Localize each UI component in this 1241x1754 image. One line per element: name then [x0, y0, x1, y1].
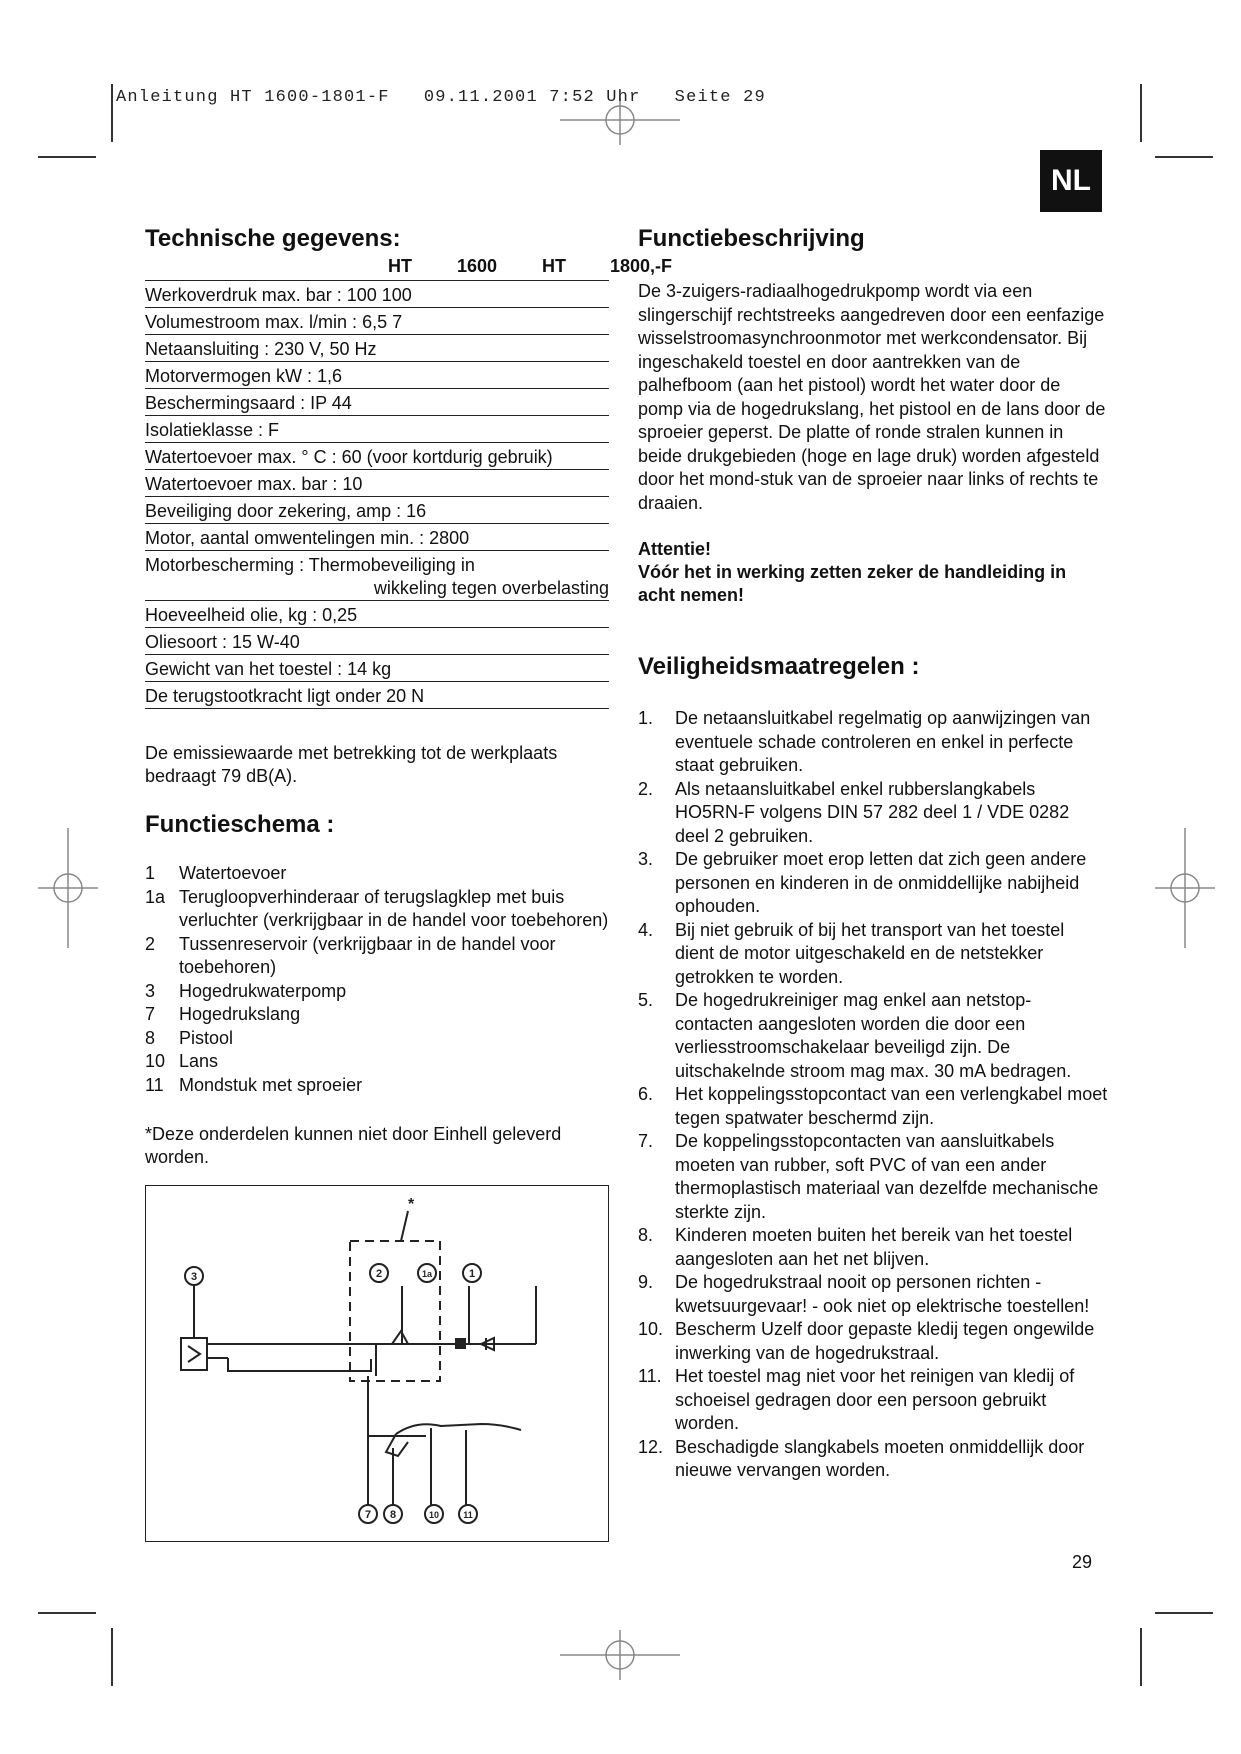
crop-mark: [1140, 1628, 1142, 1686]
crop-mark: [38, 156, 96, 158]
model-label-c: HT: [542, 256, 566, 276]
list-item: 3 Hogedrukwaterpomp: [145, 980, 347, 1001]
list-item: 8. Kinderen moeten buiten het bereik van het toestel aangesloten aan het net blijven.: [638, 1225, 1073, 1269]
diagram-label-8: 8: [389, 1509, 397, 1521]
spec-row: Isolatieklasse : F: [145, 416, 609, 443]
spec-row: Netaansluiting : 230 V, 50 Hz: [145, 335, 609, 362]
safety-list: [638, 707, 1108, 1483]
safety-title: Veiligheidsmaatregelen :: [638, 653, 920, 680]
list-item: 11. Het toestel mag niet voor het reinigen van kledij of schoeisel gedragen door een persoon gebruikt worden.: [638, 1366, 1075, 1433]
schema-list: [145, 862, 609, 1097]
spec-row: Werkoverdruk max. bar : 100 100: [145, 281, 609, 308]
attention-text: Vóór het in werking zetten zeker de handleiding in acht nemen!: [638, 562, 1067, 605]
model-label-a: HT: [388, 256, 412, 276]
spec-row: Beveiliging door zekering, amp : 16: [145, 497, 609, 524]
crop-mark: [38, 1612, 96, 1614]
list-item: 12. Beschadigde slangkabels moeten onmiddellijk door nieuwe vervangen worden.: [638, 1436, 1085, 1480]
language-badge: NL: [1040, 150, 1102, 212]
list-item: 7. De koppelingsstopcontacten van aansluitkabels moeten van rubber, soft PVC of van een ander thermoplastisch materiaal van dezelfde mechanische sterkte zijn.: [638, 1131, 1099, 1222]
schema-title: Functieschema :: [145, 811, 335, 838]
list-item: 5. De hogedrukreiniger mag enkel aan netstop-contacten aangesloten worden die door een verliesstroomschakelaar beveiligd zijn. De uitschakelnde stroom mag max. 30 mA bedragen.: [638, 990, 1072, 1081]
page-number: 29: [1072, 1552, 1093, 1572]
emission-note: De emissiewaarde met betrekking tot de werkplaats bedraagt 79 dB(A).: [145, 743, 558, 786]
schema-footnote: *Deze onderdelen kunnen niet door Einhell geleverd worden.: [145, 1124, 562, 1167]
registration-mark-bottom: [560, 1630, 680, 1680]
list-item: 1a Terugloopverhinderaar of terugslagklep met buis verluchter (verkrijgbaar in de handel voor toebehoren): [145, 886, 609, 930]
list-item: 1. De netaansluitkabel regelmatig op aanwijzingen van eventuele schade controleren en enkel in perfecte staat gebruiken.: [638, 708, 1091, 775]
gun-handle: [386, 1434, 408, 1456]
spec-row: Motorbescherming : Thermobeveiliging in wikkeling tegen overbelasting: [145, 551, 609, 601]
diagram-label-7: 7: [364, 1509, 372, 1521]
list-item: 11 Mondstuk met sproeier: [145, 1074, 363, 1095]
diagram-label-3: 3: [190, 1271, 198, 1283]
registration-mark-right: [1155, 828, 1215, 948]
description-title: Functiebeschrijving: [638, 225, 865, 252]
spec-row: Hoeveelheid olie, kg : 0,25: [145, 601, 609, 628]
crop-mark: [111, 1628, 113, 1686]
list-item: 2. Als netaansluitkabel enkel rubberslangkabels HO5RN-F volgens DIN 57 282 deel 1 / VDE 0282 deel 2 gebruiken.: [638, 778, 1070, 846]
spec-row: Volumestroom max. l/min : 6,5 7: [145, 308, 609, 335]
crop-mark: [1155, 1612, 1213, 1614]
diagram-label-1a: 1a: [421, 1269, 433, 1279]
diagram-label-11: 11: [463, 1510, 473, 1520]
list-item: 10 Lans: [145, 1051, 219, 1071]
spec-row: Watertoevoer max. bar : 10: [145, 470, 609, 497]
spec-row: Oliesoort : 15 W-40: [145, 628, 609, 655]
crop-mark: [111, 84, 113, 142]
list-item: 10. Bescherm Uzelf door gepaste kledij tegen ongewilde inwerking van de hogedrukstraal.: [638, 1319, 1095, 1363]
list-item: 8 Pistool: [145, 1027, 234, 1048]
specs-title: Technische gegevens:: [145, 225, 401, 252]
list-item: 4. Bij niet gebruik of bij het transport van het toestel dient de motor uitgeschakeld en de netstekker getrokken te worden.: [638, 919, 1065, 987]
gun-lance: [396, 1424, 521, 1434]
list-item: 7 Hogedrukslang: [145, 1004, 301, 1024]
crop-mark: [1140, 84, 1142, 142]
pump-symbol: [181, 1338, 207, 1370]
spec-row: Motorvermogen kW : 1,6: [145, 362, 609, 389]
function-diagram: [145, 1185, 609, 1542]
diagram-svg: [146, 1186, 608, 1541]
spec-row: Motor, aantal omwentelingen min. : 2800: [145, 524, 609, 551]
spec-row: De terugstootkracht ligt onder 20 N: [145, 682, 609, 709]
list-item: 2 Tussenreservoir (verkrijgbaar in de handel voor toebehoren): [145, 933, 556, 977]
diagram-label-10: 10: [428, 1510, 440, 1520]
pump-triangle: [188, 1346, 200, 1362]
crop-mark: [1155, 156, 1213, 158]
diagram-label-2: 2: [375, 1268, 383, 1280]
list-item: 9. De hogedrukstraal nooit op personen richten - kwetsuurgevaar! - ook niet op elektrische toestellen!: [638, 1272, 1090, 1316]
spec-row: Gewicht van het toestel : 14 kg: [145, 655, 609, 682]
print-header: Anleitung HT 1600-1801-F 09.11.2001 7:52 Uhr Seite 29: [116, 88, 766, 107]
diagram-label-1: 1: [468, 1268, 476, 1280]
attention-title: Attentie!: [638, 539, 711, 559]
star-marker: *: [408, 1196, 415, 1213]
list-item: 6. Het koppelingsstopcontact van een verlengkabel moet tegen spatwater beschermd zijn.: [638, 1084, 1108, 1128]
model-label-d: 1800,-F: [610, 256, 673, 276]
list-item: 1 Watertoevoer: [145, 863, 287, 883]
spec-row: Watertoevoer max. ° C : 60 (voor kortdurig gebruik): [145, 443, 609, 470]
specs-table: [145, 280, 609, 709]
list-item: 3. De gebruiker moet erop letten dat zich geen andere personen en kinderen in de onmiddellijke nabijheid ophouden.: [638, 849, 1087, 916]
description-text: De 3-zuigers-radiaalhogedrukpomp wordt via een slingerschijf rechtstreeks aangedreven door een eenfazige wisselstroomasynchroonmotor met werkcondensator. Bij ingeschakeld toestel en door aantrekken van de palhefboom (aan het pistool) wordt het water door de pomp via de hogedrukslang, het pistool en de lans door de sproeier geperst. De platte of ronde stralen kunnen in beide drukgebieden (hoge en lage druk) worden afgesteld door het mond-stuk van de sproeier naar links of rechts te draaien.: [638, 281, 1106, 513]
spec-row: Beschermingsaard : IP 44: [145, 389, 609, 416]
registration-mark-left: [38, 828, 98, 948]
model-label-b: 1600: [457, 256, 498, 276]
dashed-reservoir-box: [350, 1241, 440, 1381]
valve: [456, 1339, 465, 1348]
